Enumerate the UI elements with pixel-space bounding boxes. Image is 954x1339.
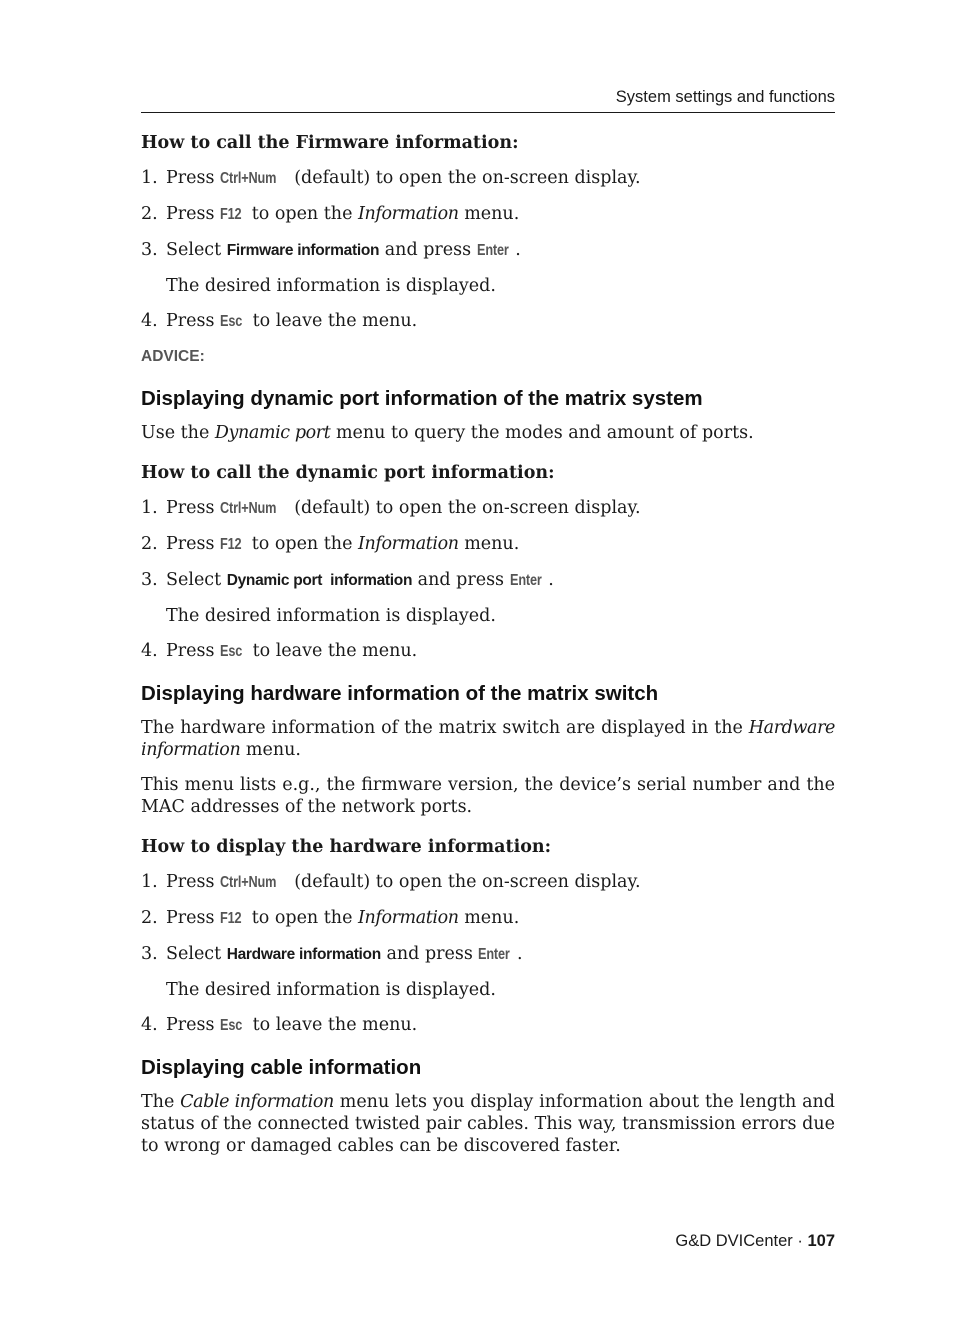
- text: Select: [166, 240, 227, 260]
- text: Select: [166, 944, 227, 964]
- hardware-paragraph-2: This menu lists e.g., the firmware version, the device’s serial number and the MAC addresses of the network ports.: [141, 775, 835, 817]
- step-number: 1.: [141, 498, 158, 518]
- dynamic-port-step-1: [141, 495, 835, 522]
- step-number: 1.: [141, 168, 158, 188]
- key-esc: Esc: [220, 1017, 243, 1034]
- step-number: 4.: [141, 1015, 158, 1035]
- text: (default) to open the on-screen display.: [288, 498, 641, 518]
- step-number: 3.: [141, 570, 158, 590]
- step-text: [166, 165, 641, 192]
- menu-name: Information: [358, 534, 459, 554]
- key-f12: F12: [220, 206, 242, 223]
- text: to leave the menu.: [247, 1015, 418, 1035]
- step-number: 2.: [141, 204, 158, 224]
- firmware-result: The desired information is displayed.: [166, 276, 496, 296]
- text: menu.: [240, 740, 301, 760]
- step-number: 1.: [141, 872, 158, 892]
- text: Press: [166, 641, 221, 661]
- text: (default) to open the on-screen display.: [288, 168, 641, 188]
- section-heading-dynamic-port: Displaying dynamic port information of the matrix system: [141, 387, 703, 410]
- key-esc: Esc: [220, 643, 243, 660]
- step-text: [166, 495, 641, 522]
- hardware-step-1: [141, 869, 835, 896]
- firmware-step-3: [141, 237, 835, 264]
- key-enter: Enter: [509, 572, 542, 589]
- text: and press: [379, 240, 477, 260]
- section-heading-hardware: Displaying hardware information of the matrix switch: [141, 682, 659, 705]
- hardware-result: The desired information is displayed.: [166, 980, 496, 1000]
- text: Press: [166, 311, 221, 331]
- menu-name: Information: [358, 908, 459, 928]
- step-number: 2.: [141, 534, 158, 554]
- step-text: [166, 201, 519, 228]
- page-footer: [675, 1232, 835, 1251]
- text: Press: [166, 168, 221, 188]
- key-ctrl-num: Ctrl+Num: [220, 500, 277, 517]
- dynamic-port-step-2: [141, 531, 835, 558]
- step-text: [166, 308, 417, 335]
- step-number: 3.: [141, 240, 158, 260]
- menu-name: Cable information: [180, 1092, 334, 1112]
- key-ctrl-num: Ctrl+Num: [220, 170, 277, 187]
- text: Press: [166, 204, 221, 224]
- text: to open the: [246, 534, 358, 554]
- text: Press: [166, 872, 221, 892]
- advice-label: ADVICE:: [141, 348, 205, 365]
- key-enter: Enter: [476, 242, 509, 259]
- text: menu to query the modes and amount of ports.: [330, 423, 754, 443]
- text: menu.: [458, 204, 520, 224]
- menu-name: Hardware information: [141, 718, 835, 760]
- firmware-step-4: [141, 308, 835, 335]
- dynamic-port-howto-lead: How to call the dynamic port information:: [141, 463, 555, 483]
- key-f12: F12: [220, 536, 242, 553]
- key-f12: F12: [220, 910, 242, 927]
- key-enter: Enter: [478, 946, 511, 963]
- menu-name: Information: [358, 204, 459, 224]
- hardware-step-4: [141, 1012, 835, 1039]
- text: menu.: [458, 908, 520, 928]
- step-text: [166, 941, 523, 968]
- text: to open the: [246, 908, 358, 928]
- menu-item: Dynamic port information: [226, 572, 413, 589]
- dynamic-port-intro: [141, 422, 835, 444]
- text: menu lets you display information about the length and status of the connected twisted pair cables. This way, transmission errors due to wrong or damaged cables can be discovered faster.: [141, 1092, 835, 1156]
- key-esc: Esc: [220, 313, 243, 330]
- page-number: 107: [807, 1232, 835, 1250]
- menu-item: Hardware information: [226, 946, 381, 963]
- footer-title: G&D DVICenter ·: [675, 1232, 808, 1250]
- text: Select: [166, 570, 227, 590]
- text: and press: [380, 944, 479, 964]
- step-text: [166, 638, 417, 665]
- hardware-step-3: [141, 941, 835, 968]
- dynamic-port-step-4: [141, 638, 835, 665]
- text: Press: [166, 534, 221, 554]
- running-header: System settings and functions: [615, 88, 835, 106]
- menu-item: Firmware information: [226, 242, 380, 259]
- text: The: [141, 1092, 181, 1112]
- step-text: [166, 567, 554, 594]
- dynamic-port-result: The desired information is displayed.: [166, 606, 496, 626]
- step-text: [166, 905, 519, 932]
- step-number: 4.: [141, 641, 158, 661]
- step-number: 2.: [141, 908, 158, 928]
- text: Press: [166, 908, 221, 928]
- header-rule: [141, 112, 835, 113]
- page-content: [141, 130, 835, 1157]
- text: Press: [166, 1015, 221, 1035]
- hardware-step-2: [141, 905, 835, 932]
- text: to leave the menu.: [247, 641, 418, 661]
- text: Press: [166, 498, 221, 518]
- dynamic-port-step-3: [141, 567, 835, 594]
- step-number: 4.: [141, 311, 158, 331]
- section-heading-cable: Displaying cable information: [141, 1056, 422, 1079]
- text: .: [517, 944, 523, 964]
- text: The hardware information of the matrix switch are displayed in the: [141, 718, 749, 738]
- text: (default) to open the on-screen display.: [288, 872, 641, 892]
- step-text: [166, 869, 641, 896]
- text: to leave the menu.: [247, 311, 418, 331]
- step-text: [166, 237, 521, 264]
- key-ctrl-num: Ctrl+Num: [220, 874, 277, 891]
- step-text: [166, 1012, 417, 1039]
- firmware-step-2: [141, 201, 835, 228]
- step-text: [166, 531, 519, 558]
- firmware-howto-lead: How to call the Firmware information:: [141, 133, 519, 153]
- hardware-paragraph-1: [141, 717, 835, 761]
- firmware-step-1: [141, 165, 835, 192]
- text: menu.: [458, 534, 520, 554]
- cable-paragraph: [141, 1091, 835, 1157]
- menu-name: Dynamic port: [214, 423, 331, 443]
- text: and press: [412, 570, 510, 590]
- text: .: [548, 570, 554, 590]
- step-number: 3.: [141, 944, 158, 964]
- text: Use the: [141, 423, 215, 443]
- text: to open the: [246, 204, 358, 224]
- hardware-howto-lead: How to display the hardware information:: [141, 837, 552, 857]
- text: .: [515, 240, 521, 260]
